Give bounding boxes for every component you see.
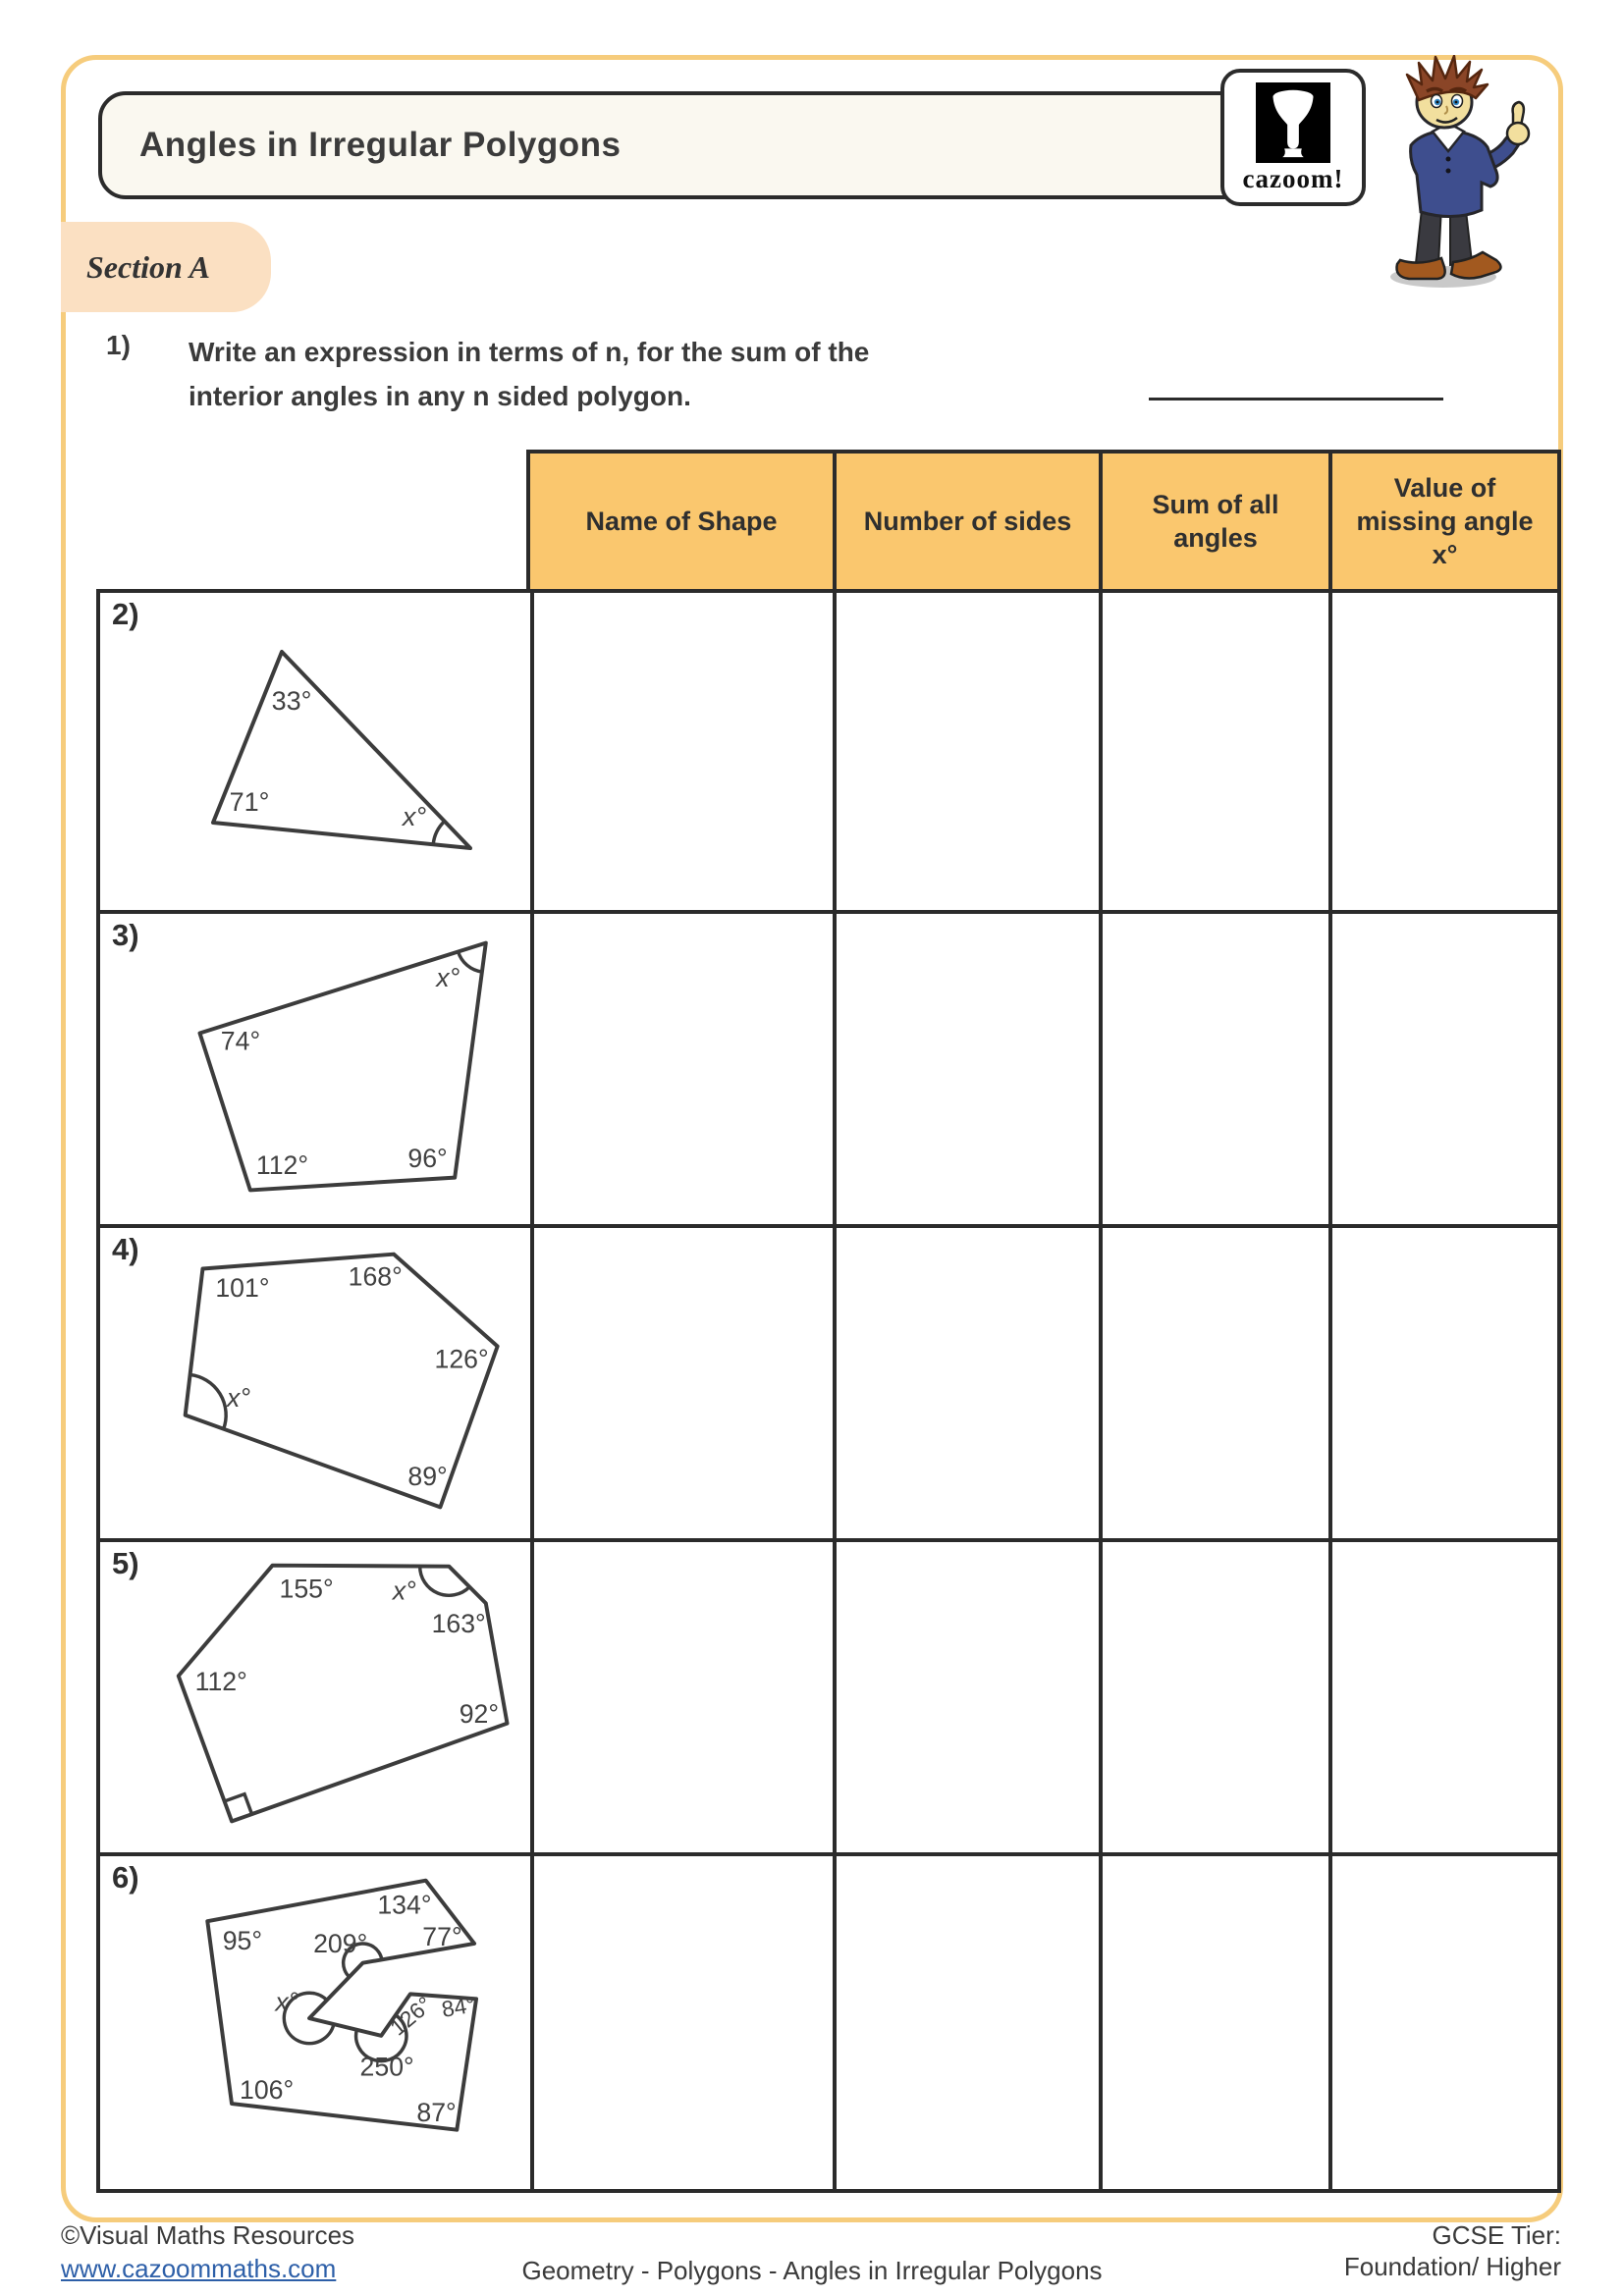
answer-cell[interactable] (1328, 593, 1557, 910)
table-row (100, 1852, 1557, 2189)
angle-label: 112° (255, 1149, 309, 1180)
quadrilateral-shape (100, 914, 530, 1224)
table-row (100, 910, 1557, 1224)
question-number: 5) (112, 1546, 139, 1580)
table-row (100, 1538, 1557, 1852)
column-header-number-of-sides: Number of sides (833, 454, 1099, 589)
angle-label: 96° (407, 1143, 448, 1173)
logo-wordmark: cazoom! (1242, 164, 1344, 193)
mascot-character (1360, 55, 1537, 291)
question-number: 4) (112, 1232, 139, 1266)
question-1 (106, 330, 869, 418)
shape-cell (100, 1856, 530, 2189)
answer-cell[interactable] (1099, 1856, 1328, 2189)
answer-cell[interactable] (530, 1542, 833, 1852)
angle-label: x° (436, 963, 460, 993)
table-header-row (526, 450, 1561, 593)
angle-label: x° (275, 1987, 299, 2017)
angle-label: 106° (239, 2075, 295, 2106)
column-header-name-of-shape: Name of Shape (585, 507, 778, 536)
answer-cell[interactable] (530, 1856, 833, 2189)
question-1-number: 1) (106, 330, 131, 360)
answer-cell[interactable] (530, 914, 833, 1224)
answer-cell[interactable] (1099, 593, 1328, 910)
angle-label: 126° (434, 1344, 489, 1374)
question-1-text-line2: interior angles in any n sided polygon. (189, 381, 691, 411)
footer-breadcrumb: Geometry - Polygons - Angles in Irregular Polygons (521, 2256, 1103, 2285)
section-a-label: Section A (86, 248, 210, 285)
shape-cell (100, 1542, 530, 1852)
angle-label: 209° (313, 1928, 368, 1958)
hexagon-shape (100, 1542, 530, 1852)
djembe-drum-icon (1256, 82, 1330, 163)
footer-website-link[interactable]: www.cazoommaths.com (61, 2254, 337, 2283)
angle-label: 92° (459, 1698, 500, 1729)
angle-label: 155° (279, 1574, 334, 1604)
column-header-missing-angle: Value of missing angle x° (1328, 454, 1557, 589)
table-row (100, 1224, 1557, 1538)
question-1-text-line1: Write an expression in terms of n, for the sum of the (189, 337, 870, 367)
shape-cell (100, 593, 530, 910)
answer-cell[interactable] (530, 1228, 833, 1538)
answer-cell[interactable] (1099, 1542, 1328, 1852)
table-row (100, 593, 1557, 910)
angle-label: 33° (271, 686, 312, 717)
angle-label: 126° (385, 1991, 437, 2041)
answer-cell[interactable] (1328, 1228, 1557, 1538)
angle-label: 89° (407, 1461, 448, 1491)
shape-cell (100, 1228, 530, 1538)
angle-label: 112° (194, 1667, 247, 1697)
answer-cell[interactable] (833, 914, 1099, 1224)
answer-cell[interactable] (1328, 914, 1557, 1224)
answer-cell[interactable] (833, 593, 1099, 910)
angle-label: 95° (222, 1926, 263, 1956)
angle-label: 163° (431, 1608, 486, 1638)
angle-label: 71° (229, 787, 270, 818)
decagon-shape (100, 1856, 530, 2189)
question-number: 3) (112, 918, 139, 952)
title-box (98, 91, 1363, 199)
question-number: 6) (112, 1860, 139, 1895)
cazoom-logo (1220, 69, 1366, 206)
answer-cell[interactable] (1099, 1228, 1328, 1538)
footer-tier-value: Foundation/ Higher (1343, 2252, 1561, 2281)
angle-label: 87° (416, 2097, 457, 2127)
angle-label: 84° (439, 1991, 478, 2022)
footer-copyright: ©Visual Maths Resources (61, 2220, 355, 2250)
answer-cell[interactable] (833, 1228, 1099, 1538)
angle-label: 134° (377, 1890, 432, 1920)
polygon-table-body (96, 589, 1561, 2193)
angle-label: 74° (220, 1026, 261, 1056)
answer-cell[interactable] (1099, 914, 1328, 1224)
page-title: Angles in Irregular Polygons (139, 126, 622, 164)
angle-label: x° (402, 802, 427, 832)
answer-cell[interactable] (1328, 1542, 1557, 1852)
triangle-shape (100, 593, 530, 910)
angle-label: 168° (348, 1261, 403, 1292)
shape-cell (100, 914, 530, 1224)
answer-cell[interactable] (833, 1856, 1099, 2189)
pentagon-shape (100, 1228, 530, 1538)
angle-label: x° (392, 1575, 416, 1606)
answer-cell[interactable] (530, 593, 833, 910)
section-a-tab (61, 222, 271, 312)
question-1-answer-line[interactable] (1149, 367, 1443, 400)
column-header-sum-of-angles: Sum of all angles (1099, 454, 1328, 589)
answer-cell[interactable] (1328, 1856, 1557, 2189)
angle-label: 101° (215, 1273, 270, 1304)
answer-cell[interactable] (833, 1542, 1099, 1852)
angle-label: 77° (422, 1922, 462, 1952)
angle-label: x° (226, 1382, 250, 1413)
question-number: 2) (112, 597, 139, 631)
footer-tier-label: GCSE Tier: (1432, 2220, 1561, 2250)
angle-label: 250° (359, 2052, 414, 2082)
